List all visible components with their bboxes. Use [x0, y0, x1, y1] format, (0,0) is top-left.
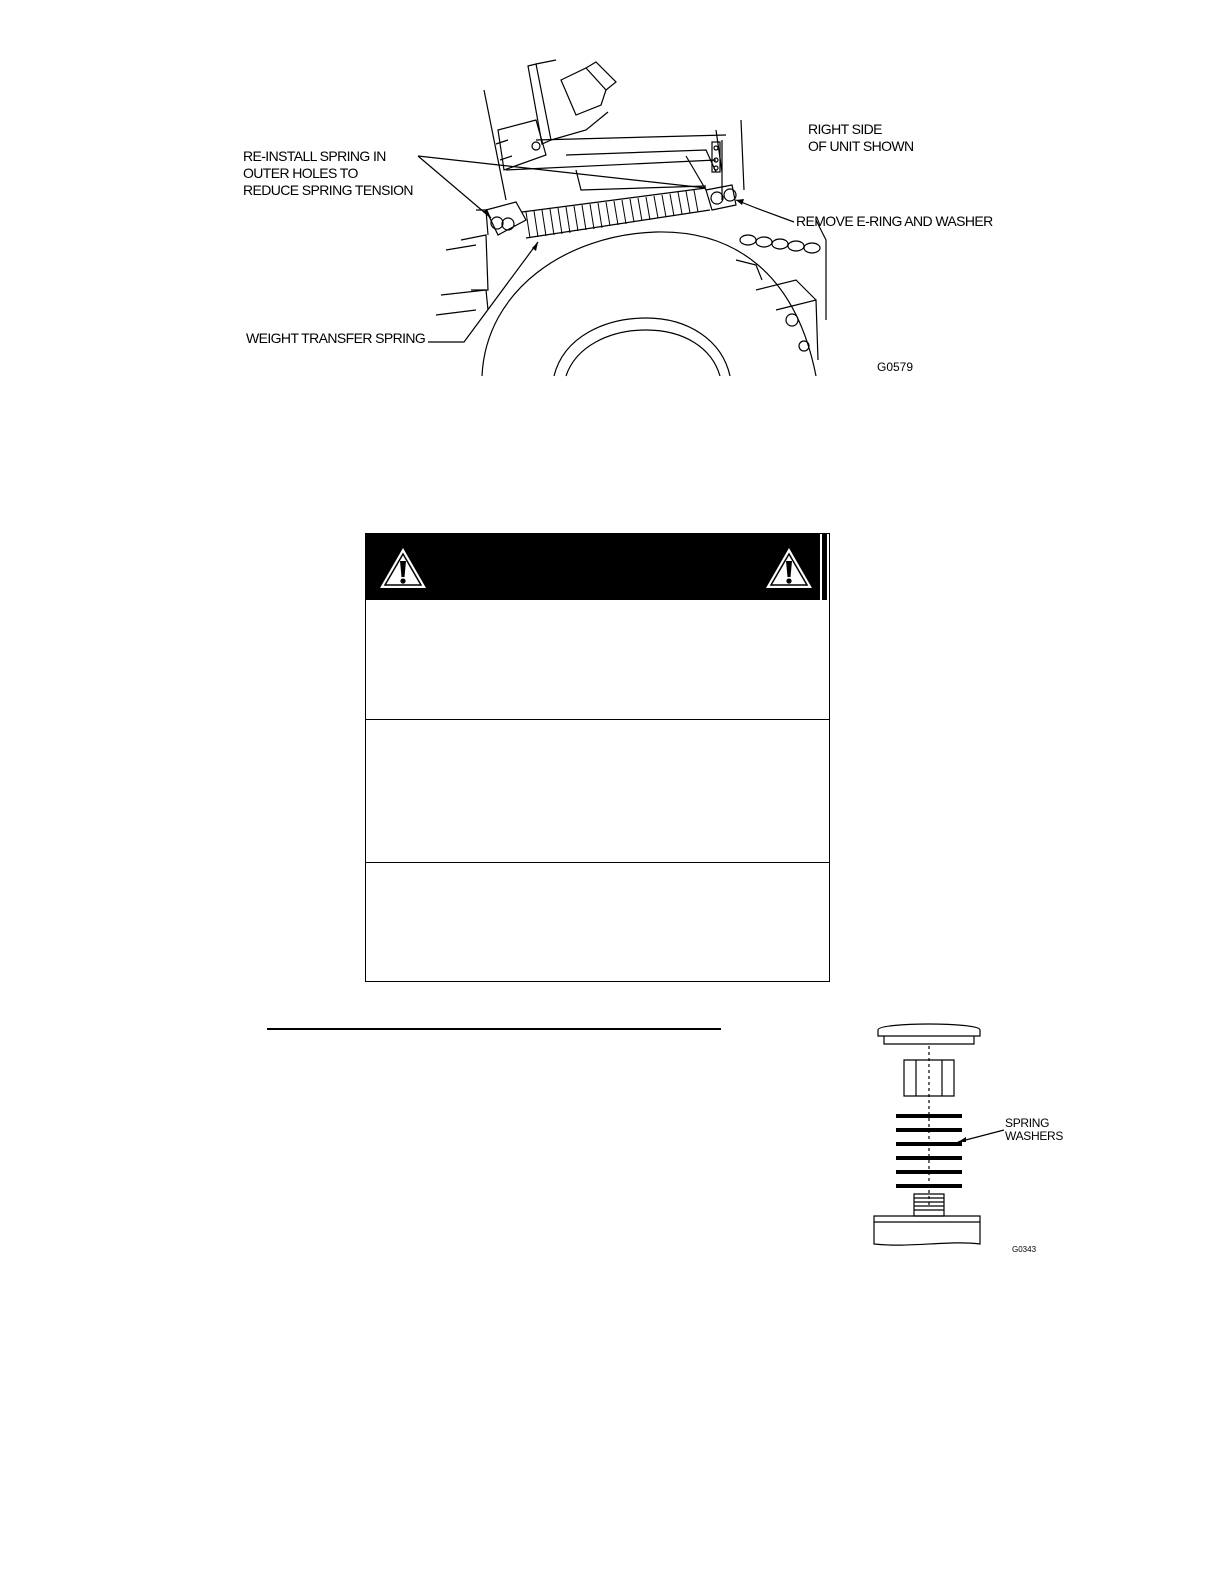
section-heading-rule: [267, 1028, 721, 1030]
callout-line: REDUCE SPRING TENSION: [243, 182, 413, 198]
side-shown-callout: [808, 121, 914, 155]
warning-box: [365, 533, 830, 982]
warning-header: [366, 534, 820, 600]
callout-line: SPRING: [1005, 1116, 1050, 1130]
callout-line: OF UNIT SHOWN: [808, 138, 914, 154]
callout-line: WASHERS: [1005, 1129, 1064, 1143]
callout-line: RIGHT SIDE: [808, 121, 882, 137]
warning-triangle-icon: [764, 546, 814, 590]
remove-e-ring-callout: REMOVE E-RING AND WASHER: [796, 213, 993, 229]
warning-section-divider: [366, 719, 829, 720]
figure-code: G0579: [877, 360, 914, 374]
figure-code: G0343: [1012, 1245, 1037, 1254]
weight-transfer-spring-callout: WEIGHT TRANSFER SPRING: [246, 330, 426, 346]
callout-line: RE-INSTALL SPRING IN: [243, 148, 386, 164]
reinstall-spring-callout: [243, 148, 413, 199]
callout-line: OUTER HOLES TO: [243, 165, 358, 181]
warning-header-edge: [822, 534, 827, 600]
spring-washers-callout: [1005, 1117, 1063, 1143]
warning-section-divider: [366, 862, 829, 863]
warning-triangle-icon: [378, 546, 428, 590]
